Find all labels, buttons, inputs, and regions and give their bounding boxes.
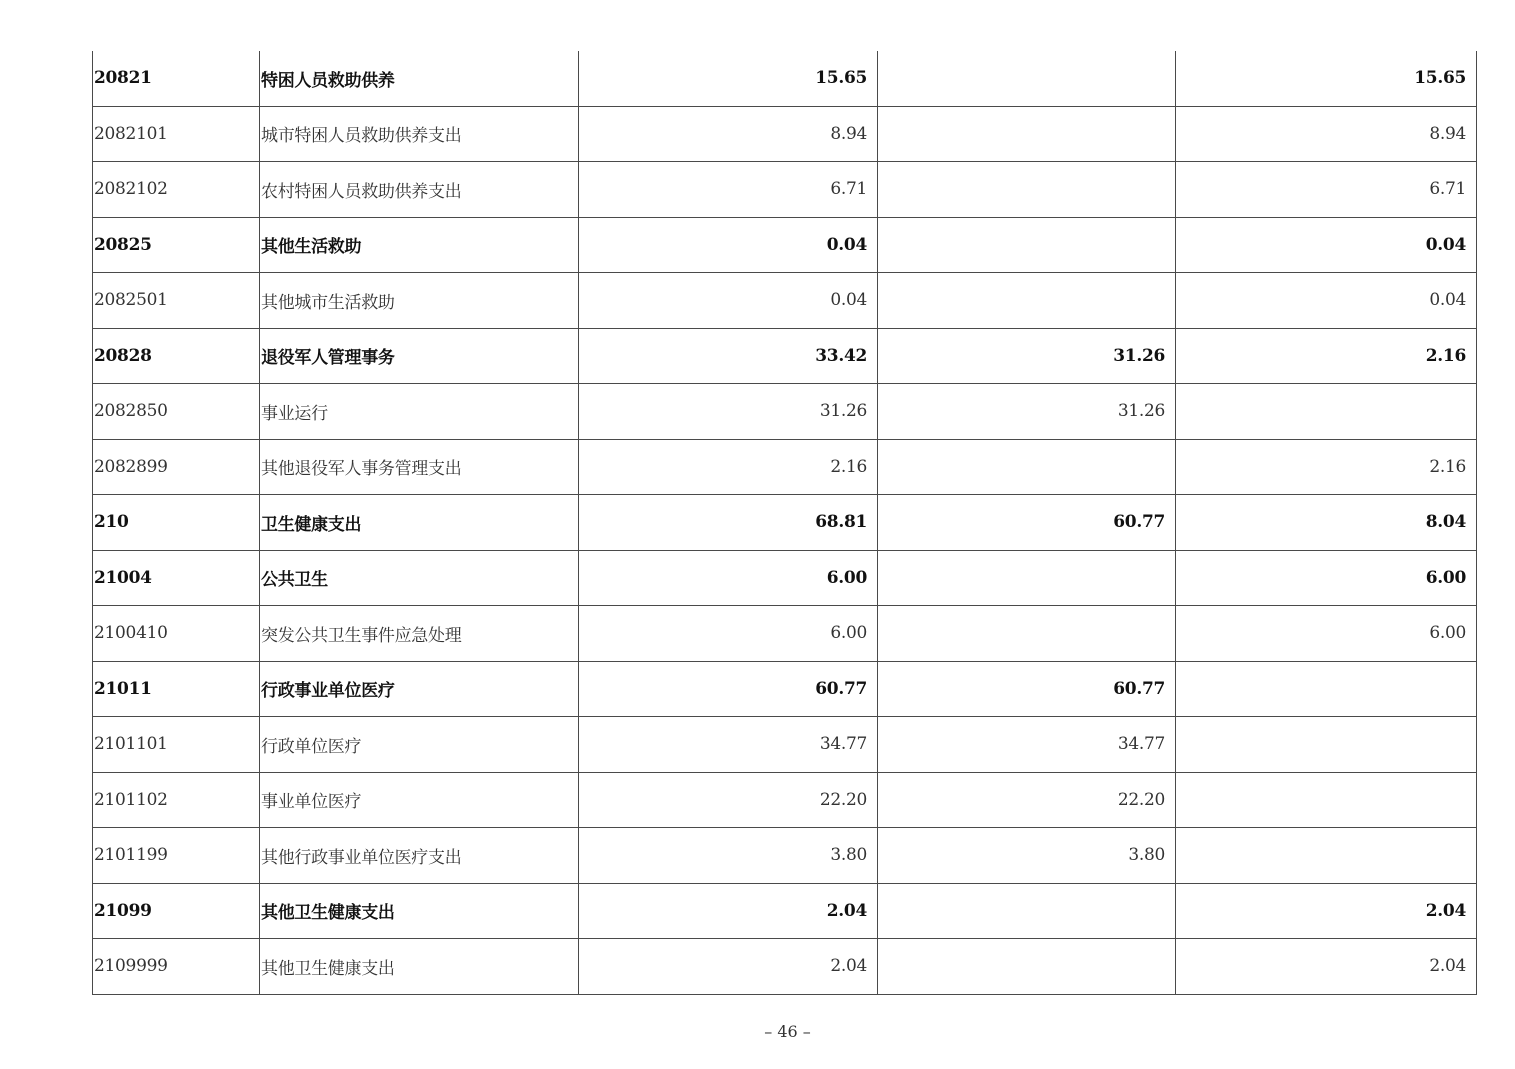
project-expenditure-cell: 2.04 [1176, 883, 1477, 939]
table-row [93, 439, 1477, 495]
code-cell: 2082102 [93, 162, 260, 218]
name-cell: 行政事业单位医疗 [260, 661, 579, 717]
name-cell: 其他卫生健康支出 [260, 939, 579, 995]
basic-expenditure-cell: 3.80 [878, 828, 1176, 884]
code-cell: 20825 [93, 217, 260, 273]
table-row [93, 661, 1477, 717]
table-row [93, 550, 1477, 606]
code-cell: 21099 [93, 883, 260, 939]
basic-expenditure-cell: 22.20 [878, 772, 1176, 828]
code-cell: 20828 [93, 328, 260, 384]
total-cell: 15.65 [579, 51, 878, 106]
budget-expenditure-table [92, 51, 1477, 995]
project-expenditure-cell [1176, 661, 1477, 717]
table-row [93, 772, 1477, 828]
basic-expenditure-cell: 60.77 [878, 495, 1176, 551]
table-row [93, 828, 1477, 884]
name-cell: 特困人员救助供养 [260, 51, 579, 106]
code-cell: 2101199 [93, 828, 260, 884]
basic-expenditure-cell [878, 883, 1176, 939]
basic-expenditure-cell [878, 162, 1176, 218]
basic-expenditure-cell [878, 550, 1176, 606]
name-cell: 行政单位医疗 [260, 717, 579, 773]
project-expenditure-cell [1176, 828, 1477, 884]
total-cell: 68.81 [579, 495, 878, 551]
table-row [93, 106, 1477, 162]
project-expenditure-cell: 2.04 [1176, 939, 1477, 995]
total-cell: 2.16 [579, 439, 878, 495]
total-cell: 6.00 [579, 606, 878, 662]
basic-expenditure-cell [878, 606, 1176, 662]
basic-expenditure-cell: 31.26 [878, 328, 1176, 384]
name-cell: 城市特困人员救助供养支出 [260, 106, 579, 162]
basic-expenditure-cell [878, 106, 1176, 162]
code-cell: 210 [93, 495, 260, 551]
name-cell: 农村特困人员救助供养支出 [260, 162, 579, 218]
project-expenditure-cell: 15.65 [1176, 51, 1477, 106]
total-cell: 6.71 [579, 162, 878, 218]
name-cell: 其他卫生健康支出 [260, 883, 579, 939]
name-cell: 事业单位医疗 [260, 772, 579, 828]
name-cell: 卫生健康支出 [260, 495, 579, 551]
page-number: – 46 – [764, 1022, 811, 1041]
basic-expenditure-cell [878, 217, 1176, 273]
project-expenditure-cell: 6.00 [1176, 550, 1477, 606]
total-cell: 3.80 [579, 828, 878, 884]
name-cell: 其他生活救助 [260, 217, 579, 273]
table-row [93, 939, 1477, 995]
total-cell: 34.77 [579, 717, 878, 773]
table-row [93, 51, 1477, 106]
total-cell: 33.42 [579, 328, 878, 384]
basic-expenditure-cell [878, 273, 1176, 329]
total-cell: 22.20 [579, 772, 878, 828]
code-cell: 2100410 [93, 606, 260, 662]
code-cell: 21011 [93, 661, 260, 717]
code-cell: 20821 [93, 51, 260, 106]
total-cell: 8.94 [579, 106, 878, 162]
table-row [93, 883, 1477, 939]
table-row [93, 162, 1477, 218]
code-cell: 2082850 [93, 384, 260, 440]
name-cell: 其他退役军人事务管理支出 [260, 439, 579, 495]
project-expenditure-cell: 6.00 [1176, 606, 1477, 662]
basic-expenditure-cell [878, 939, 1176, 995]
name-cell: 事业运行 [260, 384, 579, 440]
basic-expenditure-cell [878, 51, 1176, 106]
project-expenditure-cell: 2.16 [1176, 328, 1477, 384]
basic-expenditure-cell: 60.77 [878, 661, 1176, 717]
table-row [93, 495, 1477, 551]
code-cell: 2109999 [93, 939, 260, 995]
code-cell: 2101102 [93, 772, 260, 828]
table-row [93, 384, 1477, 440]
code-cell: 2101101 [93, 717, 260, 773]
project-expenditure-cell: 8.04 [1176, 495, 1477, 551]
total-cell: 0.04 [579, 273, 878, 329]
name-cell: 突发公共卫生事件应急处理 [260, 606, 579, 662]
project-expenditure-cell [1176, 772, 1477, 828]
table-row [93, 273, 1477, 329]
project-expenditure-cell: 6.71 [1176, 162, 1477, 218]
basic-expenditure-cell [878, 439, 1176, 495]
name-cell: 其他城市生活救助 [260, 273, 579, 329]
code-cell: 2082899 [93, 439, 260, 495]
total-cell: 31.26 [579, 384, 878, 440]
code-cell: 2082101 [93, 106, 260, 162]
total-cell: 0.04 [579, 217, 878, 273]
total-cell: 2.04 [579, 883, 878, 939]
name-cell: 退役军人管理事务 [260, 328, 579, 384]
name-cell: 公共卫生 [260, 550, 579, 606]
name-cell: 其他行政事业单位医疗支出 [260, 828, 579, 884]
code-cell: 2082501 [93, 273, 260, 329]
basic-expenditure-cell: 34.77 [878, 717, 1176, 773]
table-body [93, 51, 1477, 994]
project-expenditure-cell: 8.94 [1176, 106, 1477, 162]
project-expenditure-cell [1176, 384, 1477, 440]
project-expenditure-cell: 2.16 [1176, 439, 1477, 495]
table-row [93, 328, 1477, 384]
project-expenditure-cell: 0.04 [1176, 273, 1477, 329]
project-expenditure-cell: 0.04 [1176, 217, 1477, 273]
total-cell: 60.77 [579, 661, 878, 717]
table-row [93, 606, 1477, 662]
table-row [93, 217, 1477, 273]
total-cell: 6.00 [579, 550, 878, 606]
code-cell: 21004 [93, 550, 260, 606]
project-expenditure-cell [1176, 717, 1477, 773]
table-row [93, 717, 1477, 773]
total-cell: 2.04 [579, 939, 878, 995]
basic-expenditure-cell: 31.26 [878, 384, 1176, 440]
